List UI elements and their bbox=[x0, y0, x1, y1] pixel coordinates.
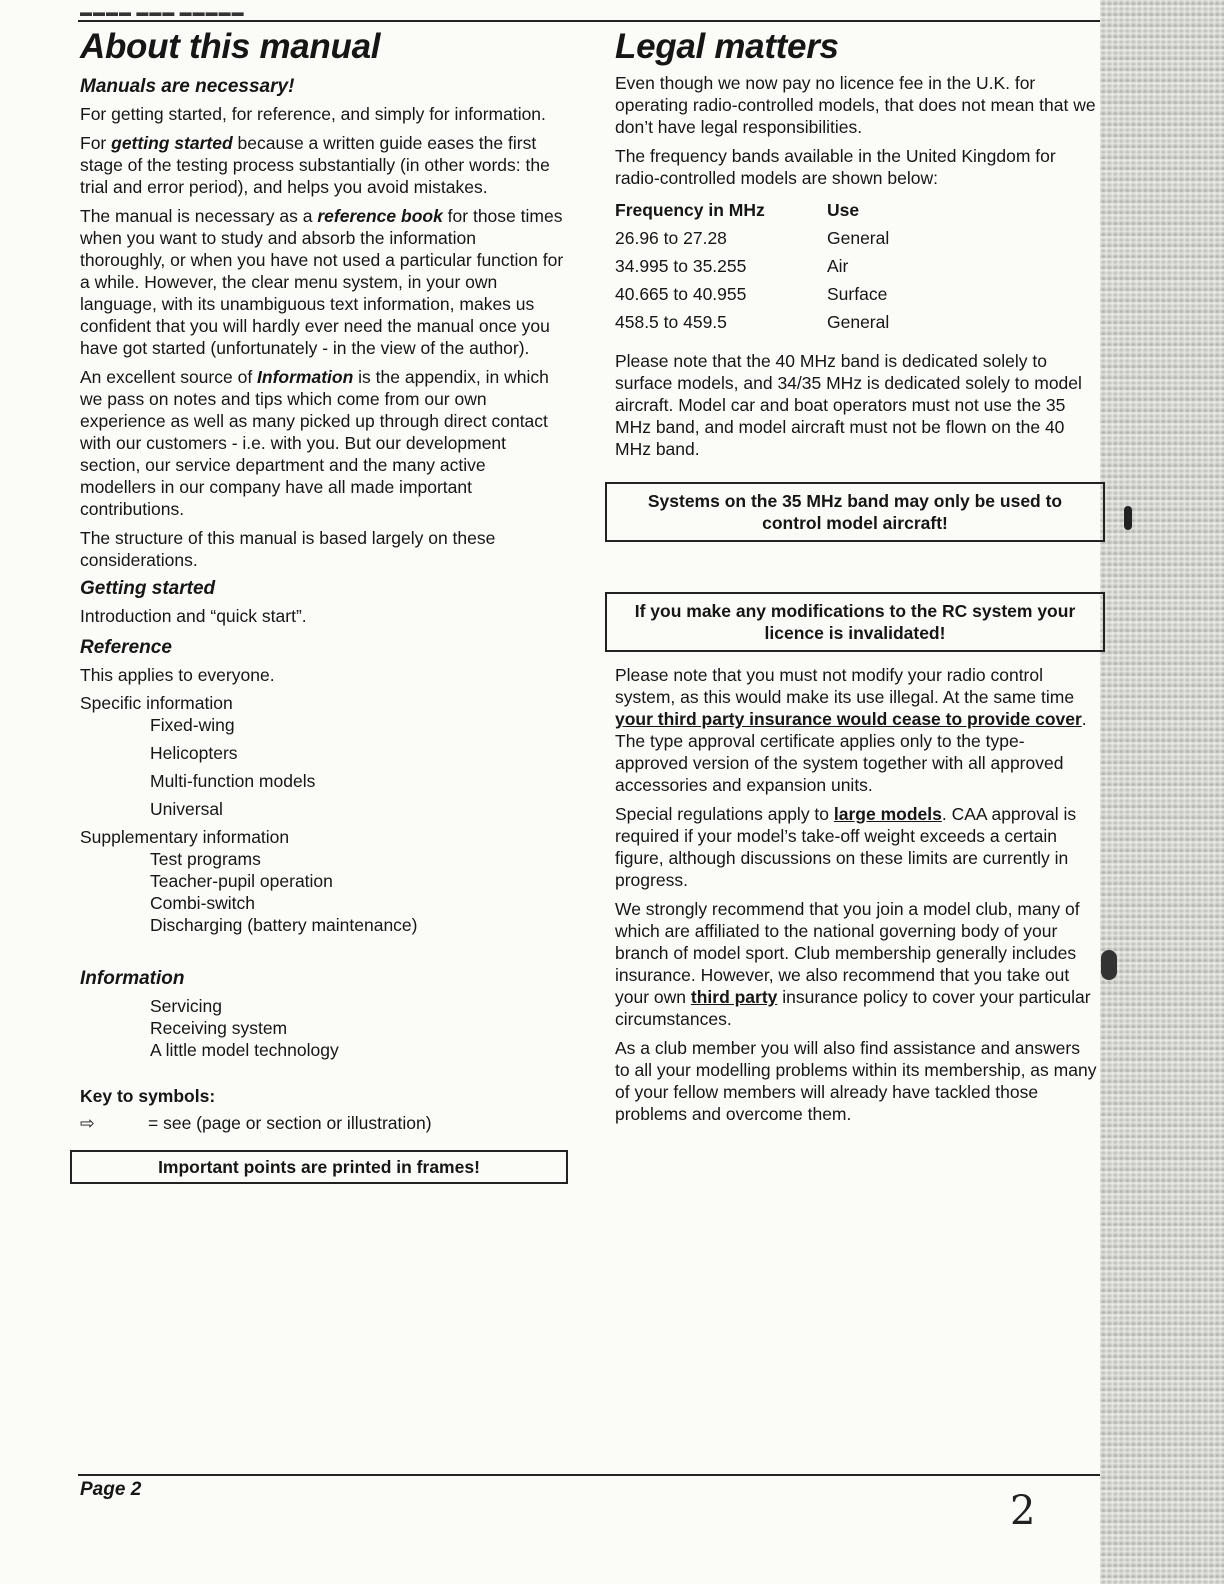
list-item: Servicing bbox=[150, 996, 222, 1016]
binder-tab-mark bbox=[1101, 950, 1117, 980]
list-item: Multi-function models bbox=[150, 771, 316, 791]
35mhz-warning-frame: Systems on the 35 MHz band may only be used to control model aircraft! bbox=[605, 482, 1105, 542]
manuals-necessary-heading: Manuals are necessary! bbox=[80, 76, 295, 97]
frequency-cell: 40.665 to 40.955 bbox=[615, 284, 747, 304]
list-item: Fixed-wing bbox=[150, 715, 235, 735]
paragraph: Please note that the 40 MHz band is dedicated solely to surface models, and 34/35 MHz is dedicated solely to model aircraft. Model car and boat operators must not use the 35 MHz band, and model aircraft must not be flown on the 40 MHz band. bbox=[615, 351, 1082, 459]
list-item: Teacher-pupil operation bbox=[150, 871, 333, 891]
paragraph: For getting started, for reference, and simply for information. bbox=[80, 104, 546, 124]
paragraph: Even though we now pay no licence fee in the U.K. for operating radio-controlled models, that does not mean that we don’t have legal responsibilities. bbox=[615, 73, 1096, 137]
list-item: Combi-switch bbox=[150, 893, 256, 913]
column-header-use: Use bbox=[827, 200, 860, 220]
table-row bbox=[615, 224, 889, 252]
key-text: = see (page or section or illustration) bbox=[148, 1113, 432, 1133]
bottom-rule bbox=[78, 1474, 1100, 1476]
about-manual-title: About this manual bbox=[80, 27, 381, 66]
list-item: Test programs bbox=[150, 849, 261, 869]
left-column bbox=[80, 26, 565, 1184]
list-item: A little model technology bbox=[150, 1040, 339, 1060]
information-heading: Information bbox=[80, 968, 185, 989]
legal-matters-title: Legal matters bbox=[615, 27, 839, 66]
reference-text: This applies to everyone. bbox=[80, 665, 275, 685]
key-row bbox=[80, 1112, 565, 1134]
top-rule bbox=[78, 20, 1100, 22]
use-cell: General bbox=[827, 312, 890, 332]
frequency-cell: 458.5 to 459.5 bbox=[615, 312, 727, 332]
list-item: Discharging (battery maintenance) bbox=[150, 915, 418, 935]
margin-mark bbox=[1124, 506, 1132, 530]
specific-info-label: Specific information bbox=[80, 693, 233, 713]
column-header-frequency: Frequency in MHz bbox=[615, 200, 765, 220]
use-cell: Surface bbox=[827, 284, 888, 304]
reference-heading: Reference bbox=[80, 637, 172, 658]
arrow-right-icon: ⇨ bbox=[80, 1113, 95, 1133]
paragraph: Please note that you must not modify your radio control system, as this would make its use illegal. At the same time your third party insurance would cease to provide cover. The type approval certificate applies only to the type-approved version of the system together with all approved accessories and expansion units. bbox=[615, 665, 1087, 795]
important-points-frame: Important points are printed in frames! bbox=[70, 1150, 568, 1184]
list-item: Receiving system bbox=[150, 1018, 288, 1038]
paragraph: Special regulations apply to large models. CAA approval is required if your model’s take-off weight exceeds a certain figure, although discussions on these limits are currently in progress. bbox=[615, 804, 1077, 890]
paragraph: The frequency bands available in the United Kingdom for radio-controlled models are shown below: bbox=[615, 146, 1056, 188]
table-header-row bbox=[615, 196, 889, 224]
cropped-running-header: ▬▬▬▬ ▬▬▬ ▬▬▬▬▬ bbox=[80, 5, 245, 19]
paragraph: For getting started because a written guide eases the first stage of the testing process substantially (in other words: the trial and error period), and helps you avoid mistakes. bbox=[80, 133, 550, 197]
scanned-page-edge bbox=[1100, 0, 1224, 1584]
use-cell: Air bbox=[827, 256, 849, 276]
list-item: Universal bbox=[150, 799, 223, 819]
paragraph: We strongly recommend that you join a model club, many of which are affiliated to the national governing body of your branch of model sport. Club membership generally includes insurance. However, we also recommend that you take out your own third party insurance policy to cover your particular circumstances. bbox=[615, 899, 1091, 1029]
table-row bbox=[615, 308, 889, 336]
list-item: Helicopters bbox=[150, 743, 238, 763]
key-to-symbols-heading: Key to symbols: bbox=[80, 1086, 216, 1106]
paragraph: The manual is necessary as a reference book for those times when you want to study and absorb the information thoroughly, or when you have not used a particular function for a while. However, the clear menu system, in your own language, with its unambiguous text information, makes us confident that you will hardly ever need the manual once you have got started (unfortunately - in the view of the author). bbox=[80, 206, 564, 358]
table-row bbox=[615, 280, 889, 308]
getting-started-heading: Getting started bbox=[80, 578, 216, 599]
frequency-table bbox=[615, 196, 889, 336]
handwritten-page-mark: 2 bbox=[1010, 1488, 1036, 1534]
paragraph: As a club member you will also find assistance and answers to all your modelling problems within its membership, as many of your fellow members will already have tackled those problems and overcome them. bbox=[615, 1038, 1097, 1124]
paragraph: An excellent source of Information is the appendix, in which we pass on notes and tips which come from our own experience as well as many picked up through direct contact with our customers - i.e. with you. But our development section, our service department and the many active modellers in our company have all made important contributions. bbox=[80, 367, 549, 519]
modification-warning-frame: If you make any modifications to the RC system your licence is invalidated! bbox=[605, 592, 1105, 652]
frequency-cell: 26.96 to 27.28 bbox=[615, 228, 727, 248]
getting-started-text: Introduction and “quick start”. bbox=[80, 606, 307, 626]
paragraph: The structure of this manual is based largely on these considerations. bbox=[80, 528, 496, 570]
supplementary-info-label: Supplementary information bbox=[80, 827, 290, 847]
table-row bbox=[615, 252, 889, 280]
use-cell: General bbox=[827, 228, 890, 248]
frequency-cell: 34.995 to 35.255 bbox=[615, 256, 747, 276]
page-number: Page 2 bbox=[80, 1479, 142, 1500]
right-column bbox=[615, 26, 1097, 1132]
